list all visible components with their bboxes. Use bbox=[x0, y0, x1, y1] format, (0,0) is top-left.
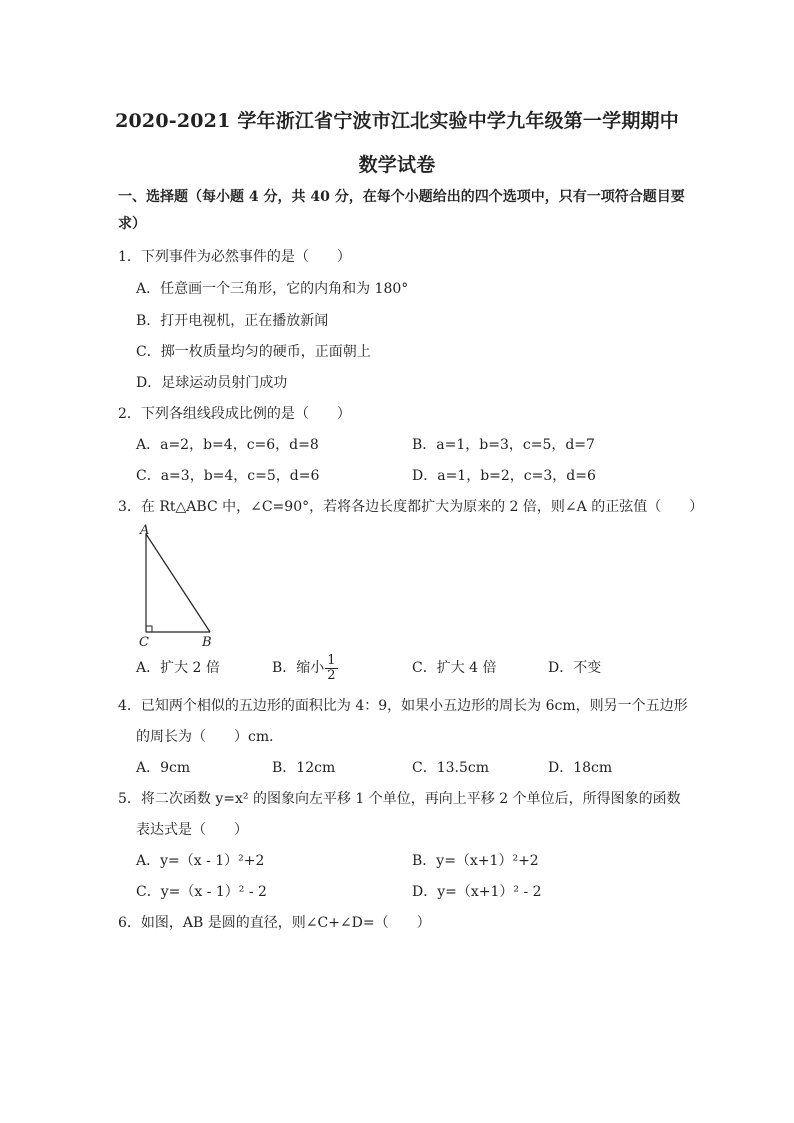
vertex-label-c: C bbox=[139, 635, 149, 650]
exam-title-line1: 2020-2021 学年浙江省宁波市江北实验中学九年级第一学期期中 bbox=[115, 110, 679, 132]
q1-stem: 1．下列事件为必然事件的是（ ） bbox=[118, 249, 351, 265]
q2-stem: 2．下列各组线段成比例的是（ ） bbox=[118, 406, 351, 422]
q4-option-a: A．9cm bbox=[136, 760, 191, 776]
q5-stem-cont: 表达式是（ ） bbox=[136, 822, 248, 838]
q1-option-c: C．掷一枚质量均匀的硬币，正面朝上 bbox=[136, 344, 371, 360]
q4-option-d: D．18cm bbox=[548, 760, 613, 776]
q4-option-b: B．12cm bbox=[272, 760, 336, 776]
q5-option-a: A．y=（x - 1）²+2 bbox=[136, 853, 265, 869]
q5-option-c: C．y=（x - 1）² - 2 bbox=[136, 884, 267, 900]
vertex-label-a: A bbox=[140, 523, 150, 538]
q3-option-b-text: B．缩小 bbox=[272, 660, 325, 676]
q2-option-a: A．a=2，b=4，c=6，d=8 bbox=[136, 437, 319, 453]
q3-option-c: C．扩大 4 倍 bbox=[412, 660, 497, 676]
q2-option-d: D．a=1，b=2，c=3，d=6 bbox=[412, 468, 596, 484]
vertex-label-b: B bbox=[202, 635, 212, 650]
q3-stem: 3．在 Rt△ABC 中，∠C=90°，若将各边长度都扩大为原来的 2 倍，则∠A 的正弦值（ ） bbox=[118, 499, 704, 515]
q4-option-c: C．13.5cm bbox=[412, 760, 489, 776]
q3-option-b bbox=[272, 652, 338, 684]
right-angle-mark bbox=[146, 626, 152, 632]
q3-option-a: A．扩大 2 倍 bbox=[136, 660, 220, 676]
q4-stem: 4．已知两个相似的五边形的面积比为 4：9，如果小五边形的周长为 6cm，则另一个五边形 bbox=[118, 698, 688, 714]
right-triangle-figure bbox=[134, 522, 224, 652]
q4-stem-cont: 的周长为（ ）cm． bbox=[136, 729, 284, 745]
q1-option-a: A．任意画一个三角形，它的内角和为 180° bbox=[136, 281, 409, 297]
q1-option-b: B．打开电视机，正在播放新闻 bbox=[136, 313, 329, 329]
q5-option-b: B．y=（x+1）²+2 bbox=[412, 853, 539, 869]
q6-stem: 6．如图，AB 是圆的直径，则∠C+∠D=（ ） bbox=[118, 915, 431, 931]
section-heading: 一、选择题（每小题 4 分，共 40 分，在每个小题给出的四个选项中，只有一项符合题目要 bbox=[118, 189, 685, 205]
triangle-side-ab bbox=[146, 534, 210, 632]
section-heading-cont: 求） bbox=[118, 216, 146, 232]
q3-option-d: D．不变 bbox=[548, 660, 602, 676]
fraction-numerator: 1 bbox=[327, 652, 336, 668]
fraction-one-half bbox=[325, 654, 337, 683]
q2-option-c: C．a=3，b=4，c=5，d=6 bbox=[136, 468, 320, 484]
exam-title-line2: 数学试卷 bbox=[358, 154, 436, 176]
q5-option-d: D．y=（x+1）² - 2 bbox=[412, 884, 542, 900]
q1-option-d: D．足球运动员射门成功 bbox=[136, 375, 288, 391]
q2-option-b: B．a=1，b=3，c=5，d=7 bbox=[412, 437, 595, 453]
fraction-denominator: 2 bbox=[327, 667, 336, 683]
q5-stem: 5．将二次函数 y=x² 的图象向左平移 1 个单位，再向上平移 2 个单位后，所得图象的函数 bbox=[118, 791, 681, 807]
